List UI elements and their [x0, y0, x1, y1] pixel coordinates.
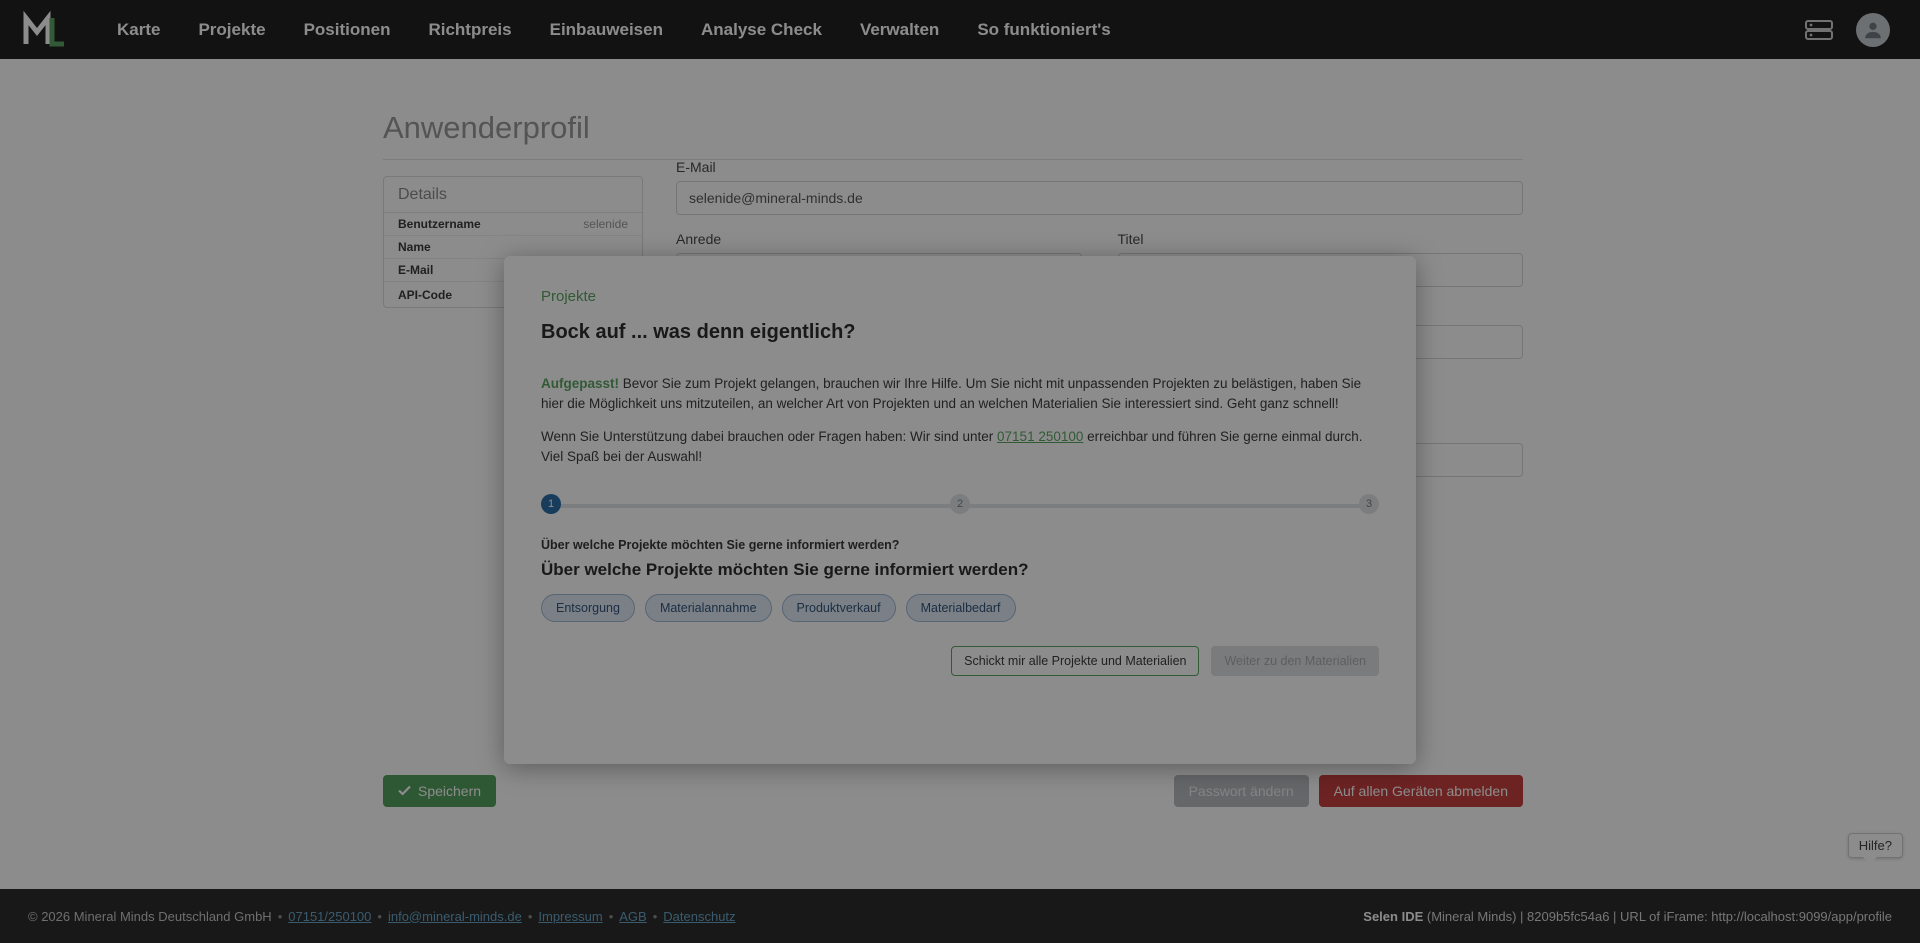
help-bubble[interactable]: Hilfe? [1848, 833, 1903, 858]
nav-item-projekte[interactable]: Projekte [198, 20, 266, 39]
footer-email-link[interactable]: info@mineral-minds.de [387, 908, 522, 924]
footer-separator: • [652, 908, 658, 924]
nav-item-analyse-check[interactable]: Analyse Check [700, 20, 822, 39]
footer-separator: • [377, 908, 382, 924]
details-card-header: Details [384, 177, 642, 213]
logout-all-devices-button[interactable]: Auf allen Geräten abmelden [1319, 775, 1523, 807]
modal-kicker: Projekte [541, 288, 597, 305]
footer-debug-rest: (Mineral Minds) | 8209b5fc54a6 | URL of iFrame: http://localhost:9099/app/profile [1423, 908, 1892, 924]
modal-support-suffix: erreichbar und führen Sie gerne einmal durch. [1083, 429, 1363, 445]
save-button-label: Speichern [418, 783, 482, 799]
nav-item-karte[interactable]: Karte [117, 20, 161, 39]
modal-question-small: Über welche Projekte möchten Sie gerne informiert werden? [541, 538, 900, 553]
footer-copyright: © 2026 Mineral Minds Deutschland GmbH [28, 908, 272, 924]
modal-notice-text: Bevor Sie zum Projekt gelangen, brauchen wir Ihre Hilfe. Um Sie nicht mit unpassenden Projekten zu belästigen, haben Sie hier die Möglichkeit uns mitzuteilen, an welcher Art von Projekten und an welchen Materialien Sie interessiert sind. Geht ganz schnell! [541, 376, 1362, 411]
chip-entsorgung[interactable]: Entsorgung [541, 594, 635, 622]
details-label: E-Mail [398, 263, 434, 277]
details-value: selenide [583, 217, 628, 231]
details-label: Name [398, 240, 431, 254]
anrede-field-label: Anrede [676, 231, 722, 247]
nav-item-positionen[interactable]: Positionen [303, 20, 391, 39]
chip-materialannahme[interactable]: Materialannahme [645, 594, 772, 622]
chip-materialbedarf[interactable]: Materialbedarf [906, 594, 1016, 622]
footer-datenschutz-link[interactable]: Datenschutz [663, 908, 736, 924]
modal-support-line2: Viel Spaß bei der Auswahl! [541, 448, 703, 464]
footer-impressum-link[interactable]: Impressum [538, 908, 603, 924]
footer-separator: • [277, 908, 283, 924]
email-field[interactable]: selenide@mineral-minds.de [676, 181, 1523, 215]
change-password-button[interactable]: Passwort ändern [1174, 775, 1309, 807]
footer-agb-link[interactable]: AGB [619, 908, 647, 924]
nav-item-einbauweisen[interactable]: Einbauweisen [549, 20, 663, 39]
details-label: Benutzername [398, 217, 481, 231]
nav-item-richtpreis[interactable]: Richtpreis [428, 20, 512, 39]
details-label: API-Code [398, 288, 452, 302]
chip-produktverkauf[interactable]: Produktverkauf [782, 594, 896, 622]
footer-separator: • [608, 908, 614, 924]
stepper-step-2[interactable]: 2 [950, 494, 970, 514]
titel-field-label: Titel [1117, 231, 1144, 247]
nav-item-so-funktionierts[interactable]: So funktioniert's [977, 20, 1111, 39]
stepper-step-3[interactable]: 3 [1359, 494, 1379, 514]
modal-title: Bock auf ... was denn eigentlich? [541, 321, 856, 343]
nav-item-verwalten[interactable]: Verwalten [859, 20, 940, 39]
stepper-step-1[interactable]: 1 [541, 494, 561, 514]
modal-support-prefix: Wenn Sie Unterstützung dabei brauchen oder Fragen haben: Wir sind unter [541, 429, 998, 445]
footer-debug-title: Selen IDE [1363, 908, 1424, 924]
modal-support-phone-link[interactable]: 07151 250100 [997, 429, 1084, 445]
modal-notice-highlight: Aufgepasst! [541, 376, 620, 391]
send-all-projects-button[interactable]: Schickt mir alle Projekte und Materialien [951, 646, 1199, 676]
page-title: Anwenderprofil [383, 110, 590, 145]
next-to-materials-button[interactable]: Weiter zu den Materialien [1211, 646, 1379, 676]
footer-phone-link[interactable]: 07151/250100 [288, 908, 372, 924]
modal-question-heading: Über welche Projekte möchten Sie gerne informiert werden? [541, 560, 1029, 580]
email-field-label: E-Mail [676, 159, 716, 175]
footer-separator: • [527, 908, 533, 924]
